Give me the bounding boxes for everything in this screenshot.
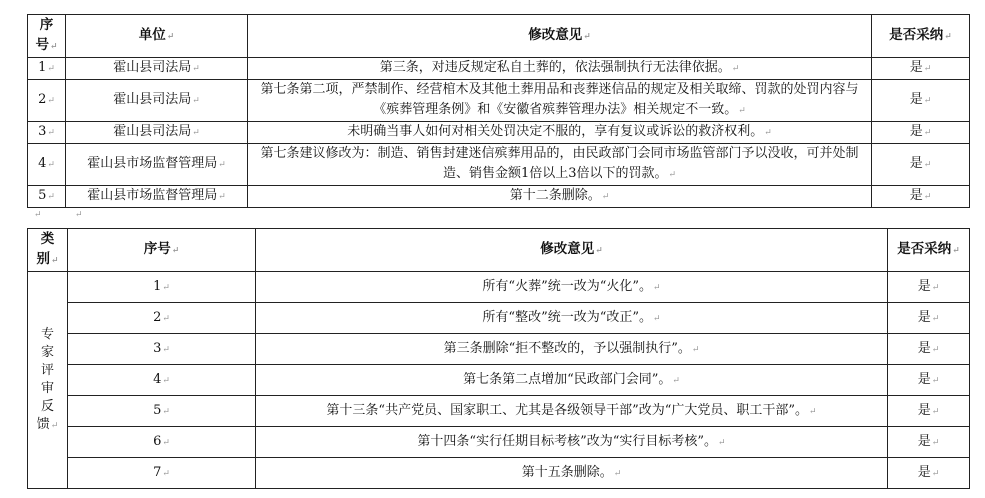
table-row — [28, 58, 970, 80]
cell-opinion: 所有“火葬”统一改为“火化”。↵ — [256, 272, 888, 303]
header-no: 序号↵ — [68, 229, 256, 272]
header-opinion: 修改意见↵ — [256, 229, 888, 272]
cell-no: 3↵ — [68, 334, 256, 365]
header-opinion: 修改意见↵ — [248, 15, 872, 58]
table-row — [28, 365, 970, 396]
feedback-table-experts — [27, 228, 970, 489]
cell-no: 5↵ — [68, 396, 256, 427]
table-row — [28, 334, 970, 365]
table-row — [28, 122, 970, 144]
table-row — [28, 458, 970, 489]
cell-opinion: 第三条，对违反规定私自土葬的，依法强制执行无法律依据。↵ — [248, 58, 872, 80]
cell-unit: 霍山县司法局↵ — [66, 80, 248, 122]
cell-no: 2↵ — [68, 303, 256, 334]
cell-no: 6↵ — [68, 427, 256, 458]
table-row — [28, 396, 970, 427]
cell-adopted: 是↵ — [888, 427, 970, 458]
cell-opinion: 第七条第二项，严禁制作、经营棺木及其他土葬用品和丧葬迷信品的规定及相关取缔、罚款的处罚内容与《殡葬管理条例》和《安徽省殡葬管理办法》相关规定不一致。↵ — [248, 80, 872, 122]
table-row — [28, 186, 970, 208]
cell-no: 1↵ — [28, 58, 66, 80]
cell-opinion: 第七条建议修改为：制造、销售封建迷信殡葬用品的，由民政部门会同市场监管部门予以没收，可并处制造、销售金额1倍以上3倍以下的罚款。↵ — [248, 144, 872, 186]
cell-no: 1↵ — [68, 272, 256, 303]
header-category: 类 别↵ — [28, 229, 68, 272]
cell-no: 7↵ — [68, 458, 256, 489]
cell-no: 2↵ — [28, 80, 66, 122]
table-header-row — [28, 229, 970, 272]
cell-adopted: 是↵ — [872, 186, 970, 208]
feedback-table-units — [27, 14, 970, 208]
table-row — [28, 144, 970, 186]
table-header-row — [28, 15, 970, 58]
cell-opinion: 第十四条“实行任期目标考核”改为“实行目标考核”。↵ — [256, 427, 888, 458]
table-row — [28, 427, 970, 458]
cell-adopted: 是↵ — [888, 396, 970, 427]
cell-unit: 霍山县司法局↵ — [66, 58, 248, 80]
cell-adopted: 是↵ — [888, 365, 970, 396]
cell-opinion: 第三条删除“拒不整改的，予以强制执行”。↵ — [256, 334, 888, 365]
cell-adopted: 是↵ — [872, 122, 970, 144]
header-adopted: 是否采纳↵ — [888, 229, 970, 272]
cell-opinion: 所有“整改”统一改为“改正”。↵ — [256, 303, 888, 334]
cell-adopted: 是↵ — [888, 458, 970, 489]
header-no: 序 号↵ — [28, 15, 66, 58]
cell-unit: 霍山县市场监督管理局↵ — [66, 144, 248, 186]
cell-adopted: 是↵ — [888, 272, 970, 303]
cell-no: 4↵ — [28, 144, 66, 186]
header-adopted: 是否采纳↵ — [872, 15, 970, 58]
cell-opinion: 第十五条删除。↵ — [256, 458, 888, 489]
cell-unit: 霍山县市场监督管理局↵ — [66, 186, 248, 208]
paragraph-mark: ↵ — [75, 210, 83, 220]
cell-adopted: 是↵ — [888, 334, 970, 365]
table-row — [28, 272, 970, 303]
cell-opinion: 第七条第二点增加“民政部门会同”。↵ — [256, 365, 888, 396]
cell-opinion: 未明确当事人如何对相关处罚决定不服的，享有复议或诉讼的救济权利。↵ — [248, 122, 872, 144]
cell-adopted: 是↵ — [872, 80, 970, 122]
cell-unit: 霍山县司法局↵ — [66, 122, 248, 144]
cell-opinion: 第十三条“共产党员、国家职工、尤其是各级领导干部”改为“广大党员、职工干部”。↵ — [256, 396, 888, 427]
table-row — [28, 80, 970, 122]
cell-category: 专 家 评 审 反 馈↵ — [28, 272, 68, 489]
cell-adopted: 是↵ — [888, 303, 970, 334]
table-row — [28, 303, 970, 334]
paragraph-mark: ↵ — [34, 210, 42, 220]
cell-no: 5↵ — [28, 186, 66, 208]
cell-adopted: 是↵ — [872, 58, 970, 80]
header-unit: 单位↵ — [66, 15, 248, 58]
cell-no: 3↵ — [28, 122, 66, 144]
cell-no: 4↵ — [68, 365, 256, 396]
cell-opinion: 第十二条删除。↵ — [248, 186, 872, 208]
cell-adopted: 是↵ — [872, 144, 970, 186]
